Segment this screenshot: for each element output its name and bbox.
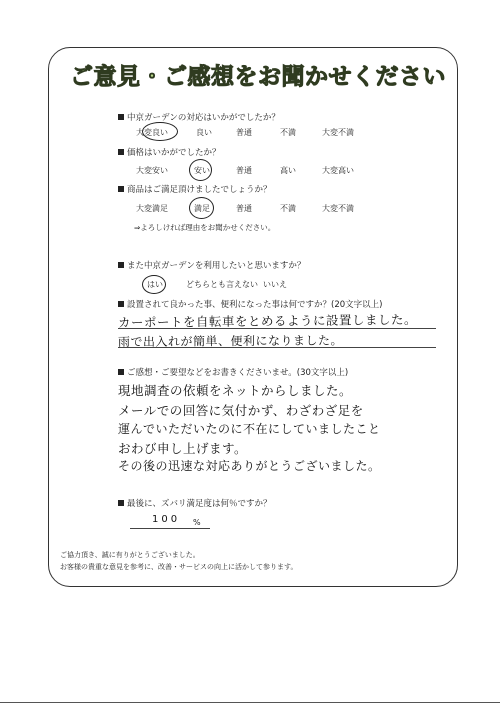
question-service — [118, 111, 280, 123]
square-bullet-icon — [118, 500, 124, 506]
square-bullet-icon — [118, 369, 124, 375]
question-label: 中京ガーデンの対応はいかがでしたか？ — [127, 113, 280, 123]
option-expensive[interactable]: 高い — [280, 166, 296, 175]
question-comments — [118, 366, 348, 378]
question-price — [118, 146, 221, 158]
page-bottom-rule — [0, 702, 500, 703]
reason-prompt: ⇒よろしければ理由をお聞かせください。 — [134, 223, 276, 232]
answer-line-2: 雨で出入れが簡単、便利になりました。 — [117, 333, 344, 349]
option-neither[interactable]: どちらとも言えない — [186, 280, 258, 289]
writing-line — [118, 347, 436, 348]
selected-circle-mark — [142, 275, 166, 294]
footer-thanks: ご協力頂き、誠に有りがとうございました。 — [60, 551, 200, 559]
writing-line — [118, 328, 436, 329]
question-label: 設置されて良かった事、便利になった事は何ですか？(20文字以上) — [127, 300, 383, 310]
option-satisfied[interactable]: 満足 — [194, 204, 210, 213]
question-benefits — [118, 298, 382, 310]
question-label: また中京ガーデンを利用したいと思いますか？ — [127, 261, 306, 271]
option-normal[interactable]: 普通 — [236, 166, 252, 175]
question-label: 価格はいかがでしたか？ — [127, 148, 221, 158]
option-no[interactable]: いいえ — [263, 280, 287, 289]
satisfaction-value: 100 — [152, 514, 181, 525]
selected-circle-mark — [142, 122, 178, 141]
question-label: 商品はご満足頂けましたでしょうか？ — [127, 185, 272, 195]
option-dissatisfied[interactable]: 不満 — [280, 128, 296, 137]
option-cheap[interactable]: 安い — [194, 166, 210, 175]
square-bullet-icon — [118, 301, 124, 307]
comment-line-4: おわび申し上げます。 — [118, 441, 248, 456]
option-dissatisfied[interactable]: 不満 — [280, 204, 296, 213]
comment-line-5: その後の迅速な対応ありがとうございました。 — [118, 459, 381, 473]
footer-note: お客様の貴重な意見を参考に、改善・サービスの向上に活かして参ります。 — [60, 563, 298, 571]
question-product — [118, 183, 272, 195]
option-very-good[interactable]: 大変良い — [136, 128, 168, 137]
question-satisfaction — [118, 497, 272, 509]
comment-line-3: 運んでいただいたのに不在にしていましたこと — [118, 422, 381, 436]
selected-circle-mark — [189, 159, 212, 181]
option-very-satisfied[interactable]: 大変満足 — [136, 204, 168, 213]
option-very-dissatisfied[interactable]: 大変不満 — [322, 128, 354, 137]
option-very-cheap[interactable]: 大変安い — [136, 166, 168, 175]
percent-unit: % — [193, 518, 201, 527]
option-normal[interactable]: 普通 — [236, 204, 252, 213]
square-bullet-icon — [118, 262, 124, 268]
comment-line-1: 現地調査の依頼をネットからしました。 — [118, 383, 353, 398]
option-good[interactable]: 良い — [196, 128, 212, 137]
question-label: ご感想・ご要望などをお書きくださいませ。(30文字以上) — [127, 368, 349, 378]
answer-line-1: カーポートを自転車をとめるように設置しました。 — [117, 311, 418, 330]
question-label: 最後に、ズバリ満足度は何％ですか？ — [127, 499, 272, 509]
square-bullet-icon — [118, 186, 124, 192]
question-reuse — [118, 259, 305, 271]
comment-line-2: メールでの回答に気付かず、わざわざ足を — [118, 403, 364, 418]
selected-circle-mark — [189, 197, 214, 219]
page-title: ご意見・ご感想をお聞かせください — [70, 64, 446, 90]
option-normal[interactable]: 普通 — [236, 128, 252, 137]
square-bullet-icon — [118, 149, 124, 155]
option-yes[interactable]: はい — [147, 280, 163, 289]
option-very-dissatisfied[interactable]: 大変不満 — [322, 204, 354, 213]
square-bullet-icon — [118, 114, 124, 120]
satisfaction-underline — [130, 528, 210, 529]
option-very-expensive[interactable]: 大変高い — [322, 166, 354, 175]
